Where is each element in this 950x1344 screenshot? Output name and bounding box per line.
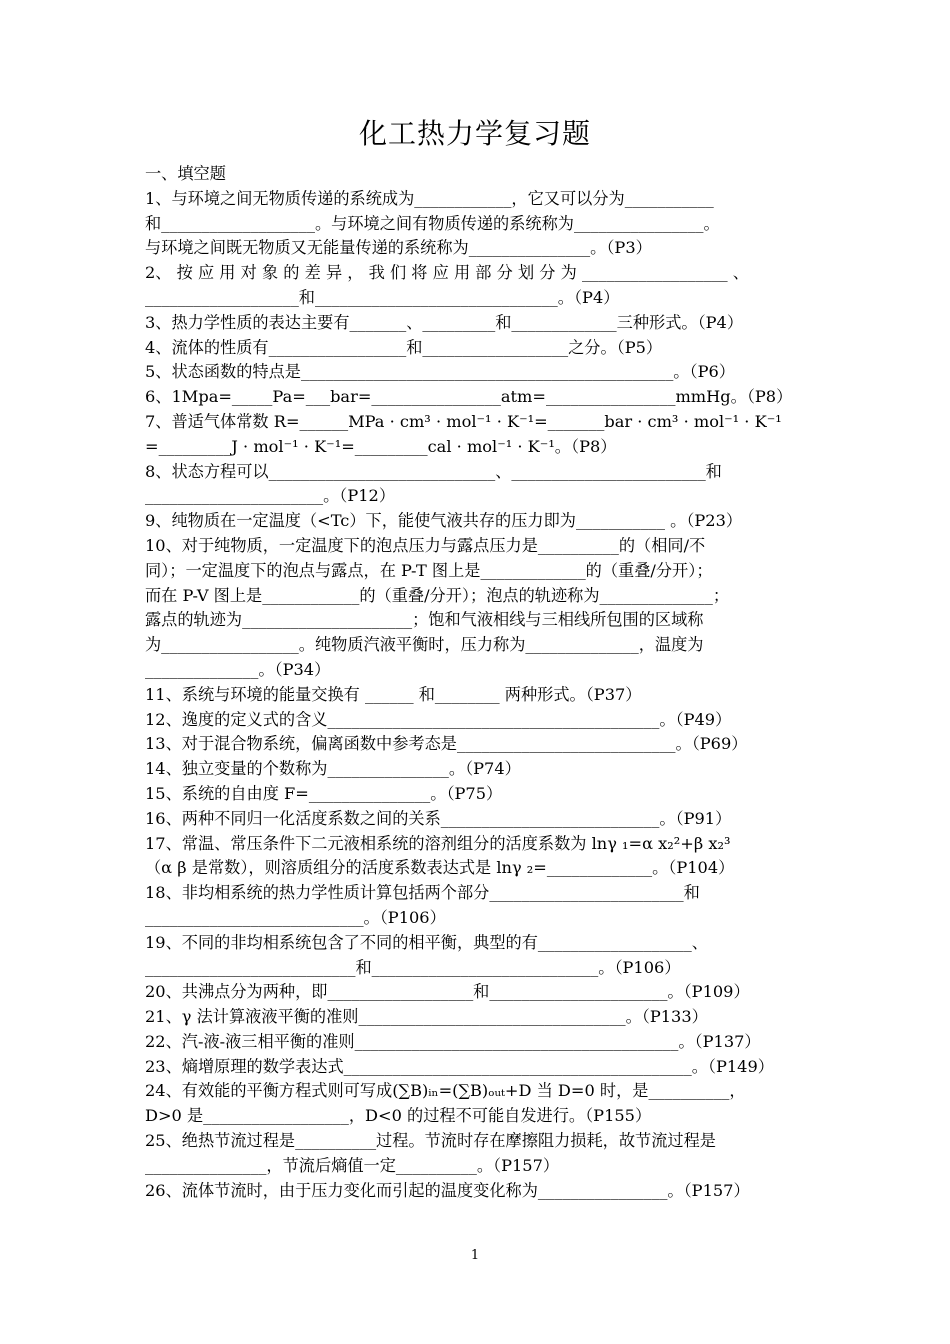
question-line: 5、状态函数的特点是______________________________________________。（P6） <box>145 362 735 382</box>
question-line: 26、流体节流时，由于压力变化而引起的温度变化称为________________。（P157） <box>145 1180 750 1200</box>
question-line: 7、普适气体常数 R=______MPa · cm³ · mol⁻¹ · K⁻¹=_______bar · cm³ · mol⁻¹ · K⁻¹ <box>145 411 782 431</box>
question-line: 20、共沸点分为两种，即__________________和______________________。（P109） <box>145 982 750 1002</box>
question-line: 1、与环境之间无物质传递的系统成为____________，它又可以分为___________ <box>145 188 714 208</box>
question-line: 23、熵增原理的数学表达式___________________________________________。（P149） <box>145 1056 774 1076</box>
question-line: 25、绝热节流过程是__________过程。节流时存在摩擦阻力损耗，故节流过程是 <box>145 1131 716 1151</box>
question-line: =_________J · mol⁻¹ · K⁻¹=_________cal · mol⁻¹ · K⁻¹。（P8） <box>145 436 617 456</box>
question-line: 4、流体的性质有_________________和__________________之分。（P5） <box>145 337 663 357</box>
question-line: 22、汽-液-液三相平衡的准则________________________________________。（P137） <box>145 1031 761 1051</box>
question-line: __________________________和____________________________。（P106） <box>145 957 681 977</box>
question-line: 12、逸度的定义式的含义_________________________________________。（P49） <box>145 709 732 729</box>
question-line: 13、对于混合物系统，偏离函数中参考态是___________________________。（P69） <box>145 734 748 754</box>
question-line: 同）；一定温度下的泡点与露点，在 P-T 图上是_____________的（重叠/分开）； <box>145 560 713 580</box>
question-line: 2、 按 应 用 对 象 的 差 异 ， 我 们 将 应 用 部 分 划 分 为 __________________ 、 <box>145 263 749 283</box>
question-line: （α β 是常数），则溶质组分的活度系数表达式是 lnγ ₂=_____________。（P104） <box>145 858 735 878</box>
question-line: 18、非均相系统的热力学性质计算包括两个部分________________________和 <box>145 883 700 903</box>
question-line: D>0 是__________________，D<0 的过程不可能自发进行。（P155） <box>145 1106 652 1126</box>
question-line: _______________，节流后熵值一定__________。（P157） <box>145 1155 560 1175</box>
question-line: 露点的轨迹为_____________________；饱和气液相线与三相线所包围的区域称 <box>145 610 704 630</box>
question-line: ______________。（P34） <box>145 659 331 679</box>
question-line: ___________________________。（P106） <box>145 907 446 927</box>
question-line: 11、系统与环境的能量交换有 ______ 和________ 两种形式。（P37） <box>145 684 642 704</box>
question-line: 16、两种不同归一化活度系数之间的关系___________________________。（P91） <box>145 808 732 828</box>
question-line: 而在 P-V 图上是____________的（重叠/分开）；泡点的轨迹称为______________； <box>145 585 730 605</box>
question-line: 10、对于纯物质，一定温度下的泡点压力与露点压力是__________的（相同/不 <box>145 535 706 555</box>
question-line: 24、有效能的平衡方程式则可写成(∑B)ᵢₙ=(∑B)ₒᵤₜ+D 当 D=0 时，是__________， <box>145 1081 746 1101</box>
question-line: 8、状态方程可以____________________________、________________________和 <box>145 461 722 481</box>
question-line: 21、γ 法计算液液平衡的准则_________________________________。（P133） <box>145 1007 708 1027</box>
question-line: 和___________________。与环境之间有物质传递的系统称为________________。 <box>145 213 720 233</box>
question-line: 14、独立变量的个数称为_______________。（P74） <box>145 759 521 779</box>
page-number: 1 <box>470 1248 480 1263</box>
question-line: ______________________。（P12） <box>145 486 396 506</box>
question-line: 15、系统的自由度 F=_______________。（P75） <box>145 783 503 803</box>
question-line: ___________________和______________________________。（P4） <box>145 287 620 307</box>
question-line: 17、常温、常压条件下二元液相系统的溶剂组分的活度系数为 lnγ ₁=α x₂²+β x₂³ <box>145 833 731 853</box>
section-heading: 一、填空题 <box>145 164 226 183</box>
question-line: 19、不同的非均相系统包含了不同的相平衡，典型的有___________________、 <box>145 932 708 952</box>
question-list <box>145 162 809 1203</box>
question-line: 3、热力学性质的表达主要有_______、_________和_____________三种形式。（P4） <box>145 312 744 332</box>
page-title: 化工热力学复习题 <box>358 117 591 150</box>
question-line: 9、纯物质在一定温度（<Tc）下，能使气液共存的压力即为___________ 。（P23） <box>145 511 743 531</box>
question-line: 为_________________。纯物质汽液平衡时，压力称为______________，温度为 <box>145 635 704 655</box>
question-line: 与环境之间既无物质又无能量传递的系统称为_______________。（P3） <box>145 238 652 258</box>
question-line: 6、1Mpa=_____Pa=___bar=________________atm=________________mmHg。（P8） <box>145 387 793 407</box>
